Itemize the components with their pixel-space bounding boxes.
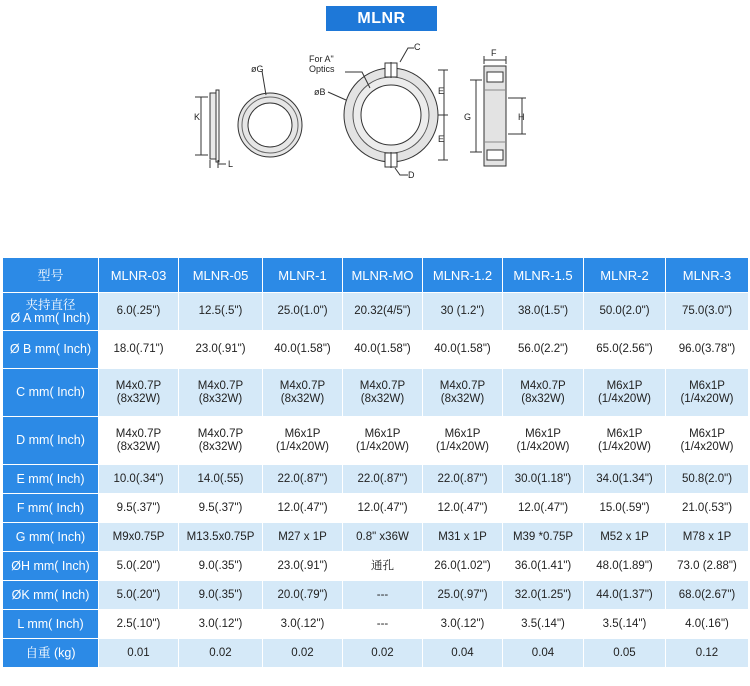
table-cell (343, 293, 423, 331)
side-view-right (470, 56, 526, 166)
product-title: MLNR (326, 6, 437, 31)
cell-text: 22.0(.87") (437, 472, 488, 485)
table-cell (179, 417, 263, 465)
table-cell (179, 523, 263, 552)
table-cell (99, 417, 179, 465)
cell-text: M27 x 1P (278, 530, 327, 543)
cell-text: M4x0.7P (115, 379, 162, 392)
cell-text: 12.0(.47") (277, 501, 328, 514)
cell-text: (1/4x20W) (275, 440, 330, 453)
cell-text: (8x32W) (116, 440, 161, 453)
table-cell (99, 293, 179, 331)
table-cell (584, 639, 666, 668)
table-cell (263, 639, 343, 668)
row-label (3, 417, 99, 465)
cell-text: M4x0.7P (197, 427, 244, 440)
cell-text: 18.0(.71") (113, 343, 164, 355)
cell-text: M6x1P (606, 427, 643, 440)
row-label (3, 552, 99, 581)
cell-text: M4x0.7P (520, 379, 566, 392)
cell-text: M6x1P (606, 379, 643, 392)
cell-text: 9.5(.37") (116, 501, 161, 514)
cell-text: 12.0(.47") (517, 501, 569, 514)
cell-text: 0.05 (613, 646, 636, 659)
cell-text: 9.0(.35") (198, 588, 243, 601)
cell-text: M52 x 1P (600, 530, 649, 543)
table-cell (423, 417, 503, 465)
header-model: MLNR-MO (343, 258, 423, 293)
cell-text: 0.04 (531, 646, 555, 659)
cell-text: M6x1P (284, 427, 321, 440)
table-cell (666, 494, 749, 523)
cell-text: (1/4x20W) (680, 440, 734, 453)
label-e-top: E (438, 86, 445, 96)
table-cell (584, 331, 666, 369)
table-cell (179, 552, 263, 581)
table-cell (99, 639, 179, 668)
table-cell (666, 465, 749, 494)
cell-text: (1/4x20W) (355, 440, 410, 453)
table-cell (263, 293, 343, 331)
table-cell (263, 369, 343, 417)
table-cell (343, 465, 423, 494)
label-d: D (408, 170, 415, 180)
table-cell (423, 494, 503, 523)
table-cell (503, 465, 584, 494)
row-label-line: D mm( Inch) (16, 433, 85, 447)
label-k: K (194, 112, 201, 122)
cell-text: (1/4x20W) (597, 392, 652, 405)
row-label (3, 639, 99, 668)
table-cell (503, 369, 584, 417)
side-view-left (195, 90, 226, 168)
header-model-label: 型号 (3, 258, 99, 293)
row-label (3, 581, 99, 610)
table-cell (179, 369, 263, 417)
table-cell (584, 465, 666, 494)
cell-text: 25.0(1.0") (277, 305, 328, 317)
table-cell (423, 465, 503, 494)
label-g-side: G (464, 112, 472, 122)
cell-text: 0.8" x36W (356, 530, 409, 543)
table-cell (584, 293, 666, 331)
cell-text: 3.0(.12") (280, 617, 325, 630)
header-model: MLNR-03 (99, 258, 179, 293)
cell-text: M6x1P (689, 379, 725, 392)
table-cell (179, 331, 263, 369)
table-row (3, 417, 749, 465)
table-cell (423, 581, 503, 610)
table-cell (423, 331, 503, 369)
cell-text: 5.0(.20") (116, 559, 161, 572)
table-cell (179, 639, 263, 668)
cell-text: 25.0(.97") (437, 588, 488, 601)
cell-text: 15.0(.59") (599, 501, 650, 514)
cell-text: 0.12 (695, 646, 719, 659)
row-label (3, 331, 99, 369)
table-cell (423, 523, 503, 552)
table-cell (503, 417, 584, 465)
cell-text: 23.0(.91") (195, 343, 246, 355)
cell-text: 9.0(.35") (198, 559, 243, 572)
cell-text: 20.0(.79") (277, 588, 328, 601)
cell-text: M4x0.7P (115, 427, 162, 440)
cell-text: 12.0(.47") (437, 501, 488, 514)
table-cell (263, 331, 343, 369)
table-row (3, 552, 749, 581)
cell-text: 30 (1.2") (440, 305, 485, 317)
table-cell (423, 552, 503, 581)
cell-text: 12.5(.5") (198, 305, 243, 317)
retaining-ring-view (238, 71, 302, 157)
cell-text: 3.0(.12") (198, 617, 243, 630)
cell-text: 75.0(3.0") (681, 305, 733, 317)
cell-text: 0.02 (291, 646, 314, 659)
table-cell (503, 331, 584, 369)
table-row (3, 369, 749, 417)
table-cell (666, 417, 749, 465)
table-row (3, 581, 749, 610)
label-h: H (518, 112, 525, 122)
cell-text: 40.0(1.58") (274, 343, 331, 355)
cell-text: 73.0 (2.88") (677, 559, 737, 572)
header-model: MLNR-1 (263, 258, 343, 293)
row-label-line: ØH mm( Inch) (11, 558, 90, 573)
table-cell (503, 523, 584, 552)
table-cell (423, 369, 503, 417)
table-cell (584, 523, 666, 552)
table-cell (584, 610, 666, 639)
table-cell (503, 494, 584, 523)
cell-text: 20.32(4/5") (354, 305, 411, 317)
cell-text: M78 x 1P (682, 530, 732, 543)
table-cell (666, 369, 749, 417)
cell-text: M6x1P (525, 427, 561, 440)
table-cell (263, 523, 343, 552)
cell-text: (8x32W) (198, 440, 243, 453)
cell-text: 96.0(3.78") (678, 343, 736, 355)
table-row (3, 494, 749, 523)
table-cell (343, 639, 423, 668)
table-cell (503, 293, 584, 331)
cell-text: 0.02 (209, 646, 232, 659)
cell-text: M13.5x0.75P (186, 530, 255, 543)
cell-text: 3.5(.14") (602, 617, 647, 630)
cell-text: 68.0(2.67") (678, 588, 736, 601)
label-e-bottom: E (438, 134, 445, 144)
label-c: C (414, 42, 421, 52)
table-cell (99, 523, 179, 552)
cell-text: 36.0(1.41") (514, 559, 572, 572)
label-for-a: For A" (309, 54, 334, 64)
cell-text: (8x32W) (360, 392, 405, 405)
table-cell (263, 465, 343, 494)
cell-text: 40.0(1.58") (434, 343, 491, 355)
table-cell (666, 331, 749, 369)
table-cell (343, 417, 423, 465)
table-cell (584, 552, 666, 581)
row-label (3, 293, 99, 331)
cell-text: 44.0(1.37") (596, 588, 653, 601)
table-cell (666, 581, 749, 610)
cell-text: 38.0(1.5") (517, 305, 569, 317)
header-model: MLNR-1.5 (503, 258, 584, 293)
label-l: L (228, 159, 234, 169)
cell-text: 22.0(.87") (277, 472, 328, 485)
cell-text: M4x0.7P (197, 379, 244, 392)
table-cell (423, 639, 503, 668)
cell-text: 0.02 (371, 646, 394, 659)
table-cell (263, 610, 343, 639)
table-cell (99, 331, 179, 369)
table-cell (666, 610, 749, 639)
row-label-line: Ø A mm( Inch) (10, 310, 91, 325)
table-row (3, 293, 749, 331)
cell-text: 21.0(.53") (681, 501, 733, 514)
table-cell (263, 494, 343, 523)
cell-text: (1/4x20W) (516, 440, 570, 453)
cell-text: 48.0(1.89") (596, 559, 653, 572)
cell-text: 34.0(1.34") (596, 472, 653, 485)
row-label-line: G mm( Inch) (15, 529, 86, 544)
row-label-line: L mm( Inch) (17, 616, 84, 631)
cell-text: M6x1P (444, 427, 481, 440)
row-label-line: F mm( Inch) (16, 500, 85, 515)
table-cell (99, 369, 179, 417)
table-cell (179, 494, 263, 523)
cell-text: (8x32W) (198, 392, 243, 405)
cell-text: 4.0(.16") (685, 617, 729, 630)
label-b: øB (314, 87, 326, 97)
cell-text: (1/4x20W) (680, 392, 734, 405)
cell-text: 3.0(.12") (440, 617, 485, 630)
row-label (3, 369, 99, 417)
cell-text: 14.0(.55) (197, 472, 244, 485)
table-cell (584, 494, 666, 523)
table-row (3, 331, 749, 369)
cell-text: M31 x 1P (438, 530, 487, 543)
cell-text: --- (376, 617, 389, 630)
cell-text: M39 *0.75P (512, 530, 574, 543)
lens-mount-front-view (328, 48, 448, 175)
table-cell (99, 552, 179, 581)
table-cell (584, 369, 666, 417)
table-cell (503, 639, 584, 668)
table-cell (99, 610, 179, 639)
cell-text: 0.04 (451, 646, 474, 659)
label-optics: Optics (309, 64, 335, 74)
cell-text: 26.0(1.02") (434, 559, 491, 572)
cell-text: (1/4x20W) (597, 440, 652, 453)
cell-text: 50.8(2.0") (681, 472, 733, 485)
table-cell (179, 293, 263, 331)
cell-text: 50.0(2.0") (599, 305, 650, 317)
cell-text: M4x0.7P (359, 379, 406, 392)
cell-text: 5.0(.20") (116, 588, 161, 601)
cell-text: 65.0(2.56") (596, 343, 653, 355)
spec-table-header (3, 258, 749, 293)
row-label-line: 夹持直径 (25, 297, 76, 312)
label-g: øG (251, 64, 264, 74)
table-cell (179, 610, 263, 639)
table-cell (423, 293, 503, 331)
row-label (3, 494, 99, 523)
table-cell (343, 552, 423, 581)
cell-text: 56.0(2.2") (517, 343, 569, 355)
cell-text: (8x32W) (521, 392, 565, 405)
cell-text: 6.0(.25") (116, 305, 161, 317)
row-label-line: C mm( Inch) (16, 385, 85, 399)
cell-text: M4x0.7P (279, 379, 326, 392)
cell-text: (8x32W) (116, 392, 161, 405)
cell-text: --- (376, 588, 389, 601)
cell-text: 2.5(.10") (116, 617, 161, 630)
table-cell (343, 581, 423, 610)
cell-text: M6x1P (689, 427, 725, 440)
row-label-line: 自重 (kg) (25, 645, 76, 660)
cell-text: 3.5(.14") (521, 617, 565, 630)
row-label-line: Ø B mm( Inch) (9, 342, 92, 356)
cell-text: 9.5(.37") (198, 501, 243, 514)
row-label (3, 523, 99, 552)
table-cell (343, 369, 423, 417)
table-cell (666, 523, 749, 552)
row-label (3, 465, 99, 494)
table-row (3, 523, 749, 552)
row-label-line: ØK mm( Inch) (11, 587, 90, 602)
table-cell (99, 494, 179, 523)
row-label-line: E mm( Inch) (16, 471, 85, 486)
cell-text: 32.0(1.25") (514, 588, 572, 601)
row-label (3, 610, 99, 639)
table-row (3, 639, 749, 668)
header-model: MLNR-2 (584, 258, 666, 293)
table-cell (584, 581, 666, 610)
table-cell (423, 610, 503, 639)
spec-table (2, 257, 749, 668)
cell-text: 0.01 (127, 646, 150, 659)
table-cell (666, 293, 749, 331)
cell-text: 12.0(.47") (357, 501, 408, 514)
table-cell (99, 581, 179, 610)
table-cell (263, 581, 343, 610)
cell-text: M6x1P (364, 427, 401, 440)
table-cell (343, 494, 423, 523)
table-cell (503, 610, 584, 639)
header-model: MLNR-05 (179, 258, 263, 293)
label-f: F (491, 48, 497, 58)
table-cell (584, 417, 666, 465)
table-row (3, 465, 749, 494)
table-cell (503, 581, 584, 610)
header-model: MLNR-1.2 (423, 258, 503, 293)
table-cell (343, 331, 423, 369)
cell-text: 10.0(.34") (113, 472, 164, 485)
cell-text: M4x0.7P (439, 379, 486, 392)
table-cell (179, 581, 263, 610)
cell-text: (1/4x20W) (435, 440, 490, 453)
cell-text: M9x0.75P (112, 530, 165, 543)
table-row (3, 610, 749, 639)
technical-drawing (0, 40, 750, 190)
cell-text: 30.0(1.18") (514, 472, 572, 485)
table-cell (263, 417, 343, 465)
table-cell (666, 639, 749, 668)
cell-text: 22.0(.87") (357, 472, 408, 485)
header-model: MLNR-3 (666, 258, 749, 293)
table-cell (179, 465, 263, 494)
table-cell (343, 610, 423, 639)
table-cell (99, 465, 179, 494)
table-cell (343, 523, 423, 552)
cell-text: 23.0(.91") (277, 559, 328, 572)
cell-text: (8x32W) (440, 392, 485, 405)
cell-text: 通孔 (371, 559, 394, 572)
table-cell (503, 552, 584, 581)
cell-text: (8x32W) (280, 392, 325, 405)
table-cell (263, 552, 343, 581)
table-cell (666, 552, 749, 581)
cell-text: 40.0(1.58") (354, 343, 411, 355)
